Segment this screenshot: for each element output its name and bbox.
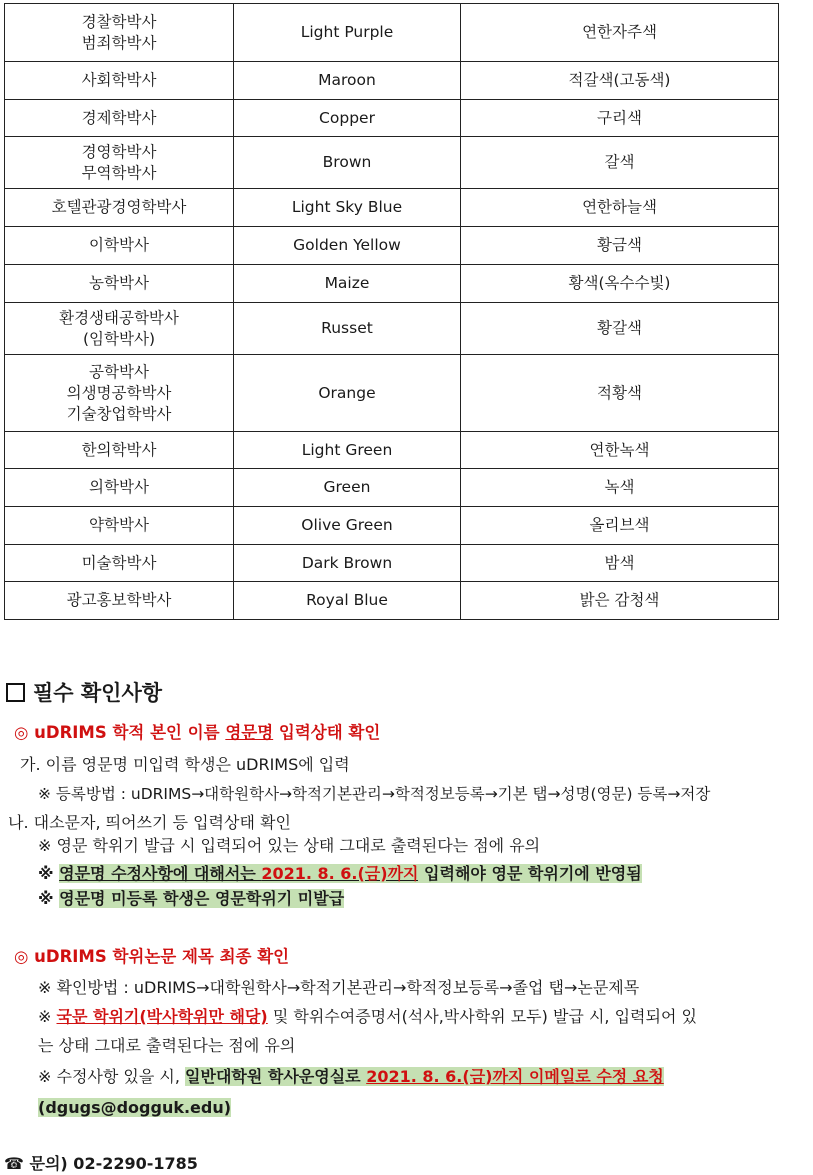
table-row [5, 265, 779, 303]
degree-cell: 경제학박사 [5, 100, 234, 137]
degree-cell: 광고홍보학박사 [5, 582, 234, 620]
degree-cell: 이학박사 [5, 227, 234, 265]
item-na-2: ※ 영문명 수정사항에 대해서는 2021. 8. 6.(금)까지 입력해야 영문 학위기에 반영됨 [38, 864, 642, 883]
table-row [5, 469, 779, 507]
korean-color-cell: 연한녹색 [461, 432, 779, 469]
korean-color-cell: 구리색 [461, 100, 779, 137]
table-row [5, 137, 779, 189]
section1-title: ◎ uDRIMS 학적 본인 이름 영문명 입력상태 확인 [14, 723, 381, 742]
item-na-3: ※ 영문명 미등록 학생은 영문학위기 미발급 [38, 889, 345, 908]
item-ga-method: ※ 등록방법 : uDRIMS→대학원학사→학적기본관리→학적정보등록→기본 탭→성명(영문) 등록→저장 [38, 785, 711, 803]
color-table [4, 3, 779, 620]
korean-color-cell: 황색(옥수수빛) [461, 265, 779, 303]
english-color-cell: Maize [234, 265, 461, 303]
item-s2-2-cont: 는 상태 그대로 출력된다는 점에 유의 [38, 1036, 296, 1055]
item-s2-method: ※ 확인방법 : uDRIMS→대학원학사→학적기본관리→학적정보등록→졸업 탭→논문제목 [38, 978, 640, 997]
item-ga: 가. 이름 영문명 미입력 학생은 uDRIMS에 입력 [20, 755, 350, 774]
checkbox-icon [6, 683, 25, 702]
english-color-cell: Green [234, 469, 461, 507]
table-row [5, 4, 779, 62]
korean-color-cell: 연한하늘색 [461, 189, 779, 227]
degree-cell: 환경생태공학박사 (임학박사) [5, 303, 234, 355]
english-color-cell: Olive Green [234, 507, 461, 545]
english-color-cell: Light Green [234, 432, 461, 469]
korean-color-cell: 갈색 [461, 137, 779, 189]
korean-color-cell: 녹색 [461, 469, 779, 507]
korean-color-cell: 적갈색(고동색) [461, 62, 779, 100]
degree-cell: 경영학박사 무역학박사 [5, 137, 234, 189]
english-color-cell: Light Purple [234, 4, 461, 62]
degree-cell: 공학박사 의생명공학박사 기술창업학박사 [5, 355, 234, 432]
degree-cell: 호텔관광경영학박사 [5, 189, 234, 227]
table-row [5, 62, 779, 100]
korean-color-cell: 올리브색 [461, 507, 779, 545]
section-title: 필수 확인사항 [6, 682, 162, 704]
english-color-cell: Copper [234, 100, 461, 137]
table-row [5, 355, 779, 432]
english-color-cell: Maroon [234, 62, 461, 100]
english-color-cell: Brown [234, 137, 461, 189]
item-na-1: ※ 영문 학위기 발급 시 입력되어 있는 상태 그대로 출력된다는 점에 유의 [38, 836, 541, 855]
korean-color-cell: 연한자주색 [461, 4, 779, 62]
item-s2-2: ※ 국문 학위기(박사학위만 해당) 및 학위수여증명서(석사,박사학위 모두) 발급 시, 입력되어 있 [38, 1007, 697, 1026]
degree-cell: 한의학박사 [5, 432, 234, 469]
table-row [5, 100, 779, 137]
degree-cell: 경찰학박사 범죄학박사 [5, 4, 234, 62]
item-s2-3: ※ 수정사항 있을 시, 일반대학원 학사운영실로 2021. 8. 6.(금)까지 이메일로 수정 요청 [38, 1067, 664, 1086]
phone-icon: ☎ [4, 1154, 24, 1173]
item-na: 나. 대소문자, 띄어쓰기 등 입력상태 확인 [8, 813, 291, 832]
english-color-cell: Golden Yellow [234, 227, 461, 265]
english-color-cell: Royal Blue [234, 582, 461, 620]
section2-title: ◎ uDRIMS 학위논문 제목 최종 확인 [14, 947, 290, 966]
english-color-cell: Russet [234, 303, 461, 355]
table-row [5, 303, 779, 355]
table-row [5, 582, 779, 620]
english-color-cell: Dark Brown [234, 545, 461, 582]
table-row [5, 507, 779, 545]
table-row [5, 227, 779, 265]
korean-color-cell: 황갈색 [461, 303, 779, 355]
table-row [5, 189, 779, 227]
english-color-cell: Orange [234, 355, 461, 432]
degree-cell: 의학박사 [5, 469, 234, 507]
contact-line: ☎ 문의) 02-2290-1785 [4, 1154, 198, 1173]
degree-cell: 약학박사 [5, 507, 234, 545]
contact-email: (dgugs@dogguk.edu) [38, 1098, 232, 1117]
degree-cell: 농학박사 [5, 265, 234, 303]
korean-color-cell: 밝은 감청색 [461, 582, 779, 620]
korean-color-cell: 적황색 [461, 355, 779, 432]
degree-cell: 사회학박사 [5, 62, 234, 100]
korean-color-cell: 밤색 [461, 545, 779, 582]
english-color-cell: Light Sky Blue [234, 189, 461, 227]
table-row [5, 545, 779, 582]
korean-color-cell: 황금색 [461, 227, 779, 265]
table-row [5, 432, 779, 469]
degree-cell: 미술학박사 [5, 545, 234, 582]
